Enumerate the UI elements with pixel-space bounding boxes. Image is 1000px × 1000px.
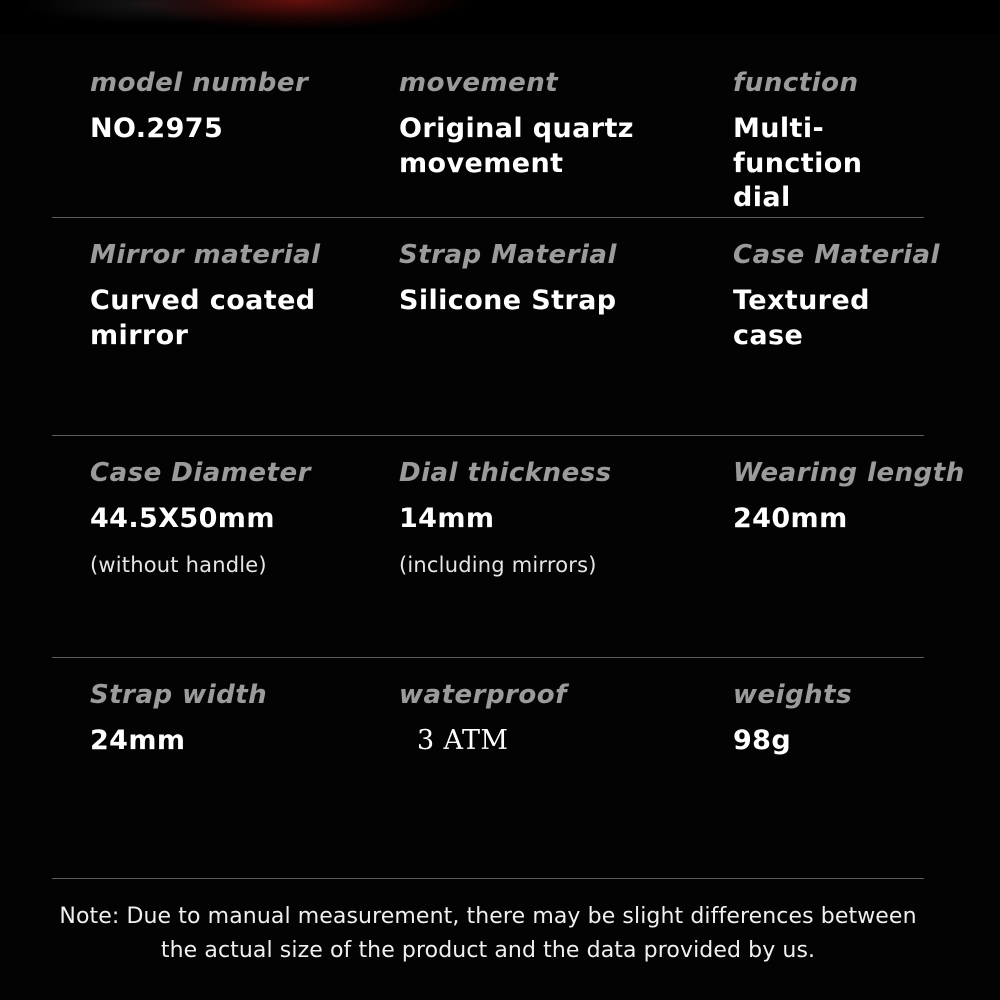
spec-cell-function: [731, 46, 924, 217]
spec-label: waterproof: [399, 680, 567, 710]
table-row: [52, 658, 924, 879]
spec-value: NO.2975: [90, 113, 224, 144]
product-photo-bleed: [0, 0, 1000, 34]
spec-value: 44.5X50mm: [90, 503, 275, 534]
table-row: [52, 218, 940, 436]
spec-cell-dial-thickness: [387, 436, 731, 657]
spec-value: 240mm: [733, 503, 848, 534]
spec-cell-mirror-material: [52, 218, 387, 435]
measurement-note-line-1: Note: Due to manual measurement, there may be slight differences between: [59, 904, 917, 929]
spec-value: Textured case: [733, 285, 870, 351]
spec-value: 14mm: [399, 503, 495, 534]
spec-cell-strap-width: [52, 658, 387, 878]
spec-label: Case Material: [733, 240, 940, 270]
spec-label: Strap width: [90, 680, 268, 710]
spec-label: Wearing length: [733, 458, 965, 488]
spec-value: 98g: [733, 725, 792, 756]
spec-value: Silicone Strap: [399, 285, 617, 316]
spec-cell-model-number: [52, 46, 387, 217]
spec-value: Curved coated mirror: [90, 285, 316, 351]
spec-label: model number: [90, 68, 309, 98]
spec-cell-case-diameter: [52, 436, 387, 657]
table-row: [52, 436, 965, 658]
spec-cell-movement: [387, 46, 731, 217]
spec-label: Mirror material: [90, 240, 321, 270]
spec-value: 3 ATM: [417, 725, 509, 756]
spec-label: Strap Material: [399, 240, 617, 270]
spec-cell-weights: [731, 658, 924, 878]
spec-label: Case Diameter: [90, 458, 311, 488]
spec-label: weights: [733, 680, 853, 710]
spec-cell-case-material: [731, 218, 940, 435]
measurement-note-line-2: the actual size of the product and the data provided by us.: [160, 938, 816, 964]
spec-value: 24mm: [90, 725, 186, 756]
spec-label: Dial thickness: [399, 458, 612, 488]
table-row: [52, 46, 924, 218]
spec-value: Multi-function dial: [733, 113, 863, 214]
measurement-note: [52, 900, 924, 968]
spec-value: Original quartz movement: [399, 113, 634, 179]
spec-label: function: [733, 68, 859, 98]
spec-value-note: (without handle): [90, 552, 267, 577]
specification-table: [52, 46, 965, 879]
spec-cell-wearing-length: [731, 436, 965, 657]
spec-cell-waterproof: [387, 658, 731, 878]
spec-value-note: (including mirrors): [399, 552, 597, 577]
spec-cell-strap-material: [387, 218, 731, 435]
spec-label: movement: [399, 68, 559, 98]
